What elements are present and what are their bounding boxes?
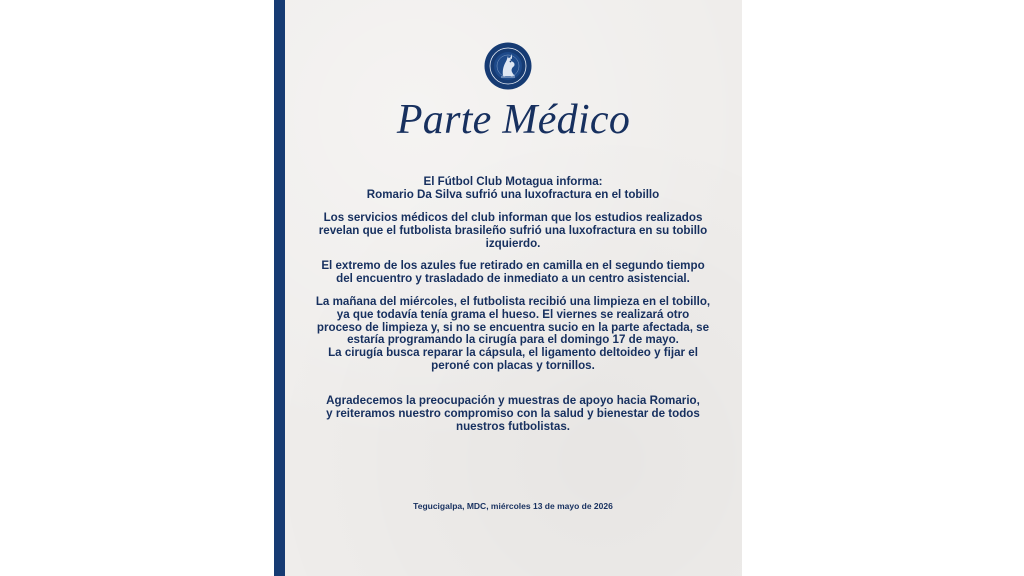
text-line: La cirugía busca reparar la cápsula, el ligamento deltoideo y fijar el bbox=[328, 346, 698, 360]
paragraph-treatment bbox=[302, 296, 724, 373]
side-stripe bbox=[274, 0, 285, 576]
paragraph-thanks bbox=[302, 395, 724, 433]
text-line: y reiteramos nuestro compromiso con la salud y bienestar de todos bbox=[326, 406, 700, 420]
text-line: revelan que el futbolista brasileño sufrió una luxofractura en su tobillo bbox=[318, 223, 708, 237]
paragraph-withdrawal bbox=[302, 260, 724, 286]
text-line: del encuentro y trasladado de inmediato a un centro asistencial. bbox=[336, 271, 690, 285]
paragraph-medical-services bbox=[302, 212, 724, 250]
text-line: Los servicios médicos del club informan que los estudios realizados bbox=[323, 211, 703, 224]
text-line: Agradecemos la preocupación y muestras de apoyo hacia Romario, bbox=[326, 394, 700, 407]
text-line: El extremo de los azules fue retirado en camilla en el segundo tiempo bbox=[321, 259, 705, 272]
heading-line: Romario Da Silva sufrió una luxofractura en el tobillo bbox=[366, 187, 660, 201]
heading-line: El Fútbol Club Motagua informa: bbox=[423, 175, 603, 188]
text-line: La mañana del miércoles, el futbolista recibió una limpieza en el tobillo, bbox=[315, 295, 711, 308]
text-line: proceso de limpieza y, si no se encuentra sucio en la parte afectada, se bbox=[316, 320, 710, 334]
text-line: izquierdo. bbox=[485, 236, 541, 250]
text-line: ya que todavía tenía grama el hueso. El viernes se realizará otro bbox=[336, 307, 690, 321]
heading-block bbox=[302, 176, 724, 202]
motagua-crest-icon bbox=[484, 42, 532, 90]
text-line: estaría programando la cirugía para el domingo 17 de mayo. bbox=[347, 333, 679, 347]
text-line: peroné con placas y tornillos. bbox=[431, 358, 595, 372]
club-logo bbox=[484, 42, 532, 90]
document-title: Parte Médico bbox=[396, 97, 631, 143]
text-line: nuestros futbolistas. bbox=[455, 419, 571, 433]
date-footer: Tegucigalpa, MDC, miércoles 13 de mayo de 2026 bbox=[413, 501, 613, 511]
document-page bbox=[274, 0, 742, 576]
